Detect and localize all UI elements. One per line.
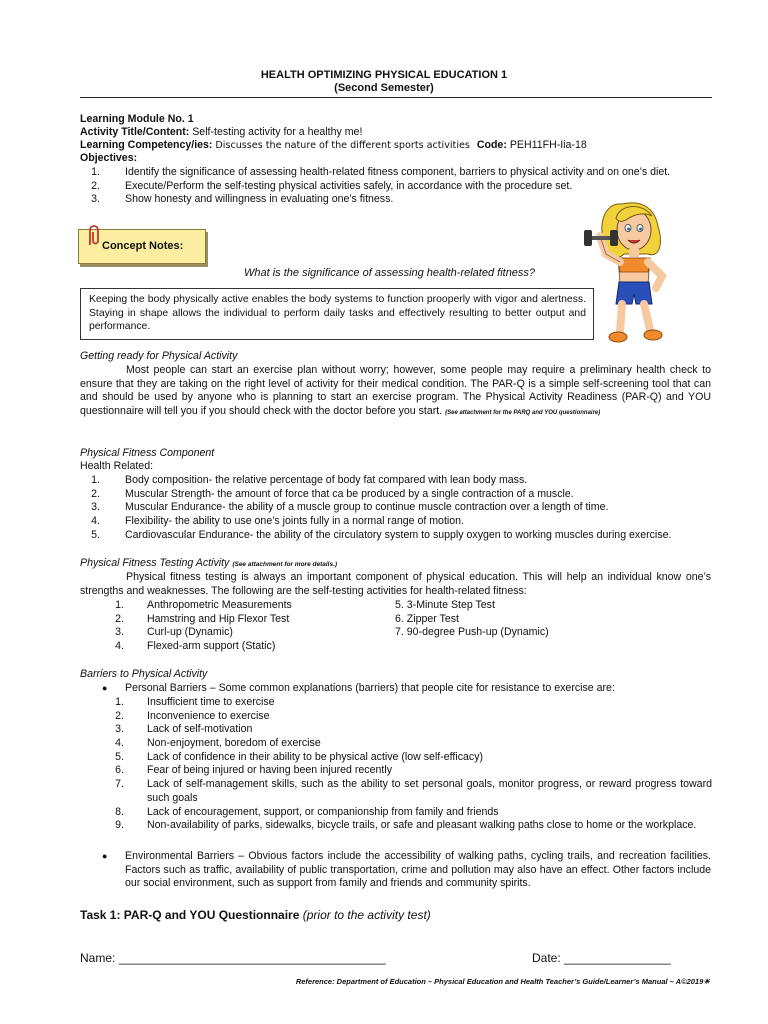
- name-field[interactable]: [80, 951, 386, 965]
- name-label: Name:: [80, 951, 116, 965]
- health-related-label: Health Related:: [80, 460, 154, 472]
- testing-left-list: [104, 599, 384, 654]
- list-item: 5. 3-Minute Step Test: [395, 599, 495, 611]
- barriers-heading: Barriers to Physical Activity: [80, 668, 208, 680]
- code-label: Code:: [476, 139, 507, 151]
- competency-line: [80, 139, 587, 153]
- name-blank[interactable]: ________________________________________: [118, 951, 386, 965]
- list-item: 3. Muscular Endurance- the ability of a muscle group to continue muscle contraction over a length of time.: [91, 501, 609, 514]
- competency-label: Learning Competency/ies:: [80, 139, 213, 151]
- list-item: 5. Lack of confidence in their ability to be physical active (low self-efficacy): [115, 750, 484, 763]
- list-item: 2. Hamstring and Hip Flexor Test: [115, 612, 290, 625]
- list-item: 6. Fear of being injured or having been injured recently: [115, 764, 392, 777]
- parq-note: (See attachment for the PARQ and YOU questionnaire): [445, 410, 601, 417]
- list-item: 3. Lack of self-motivation: [115, 723, 253, 736]
- list-item: 4. Flexibility- the ability to use one’s joints fully in a normal range of motion.: [91, 515, 464, 528]
- reference-footer: Reference: Department of Education – Physical Education and Health Teacher’s Guide/Learner’s Manual – A©2019☀: [295, 977, 710, 986]
- bullet-icon: ●: [102, 683, 108, 693]
- list-item: 3. Curl-up (Dynamic): [115, 626, 233, 639]
- objectives-label: Objectives:: [80, 152, 138, 164]
- concept-box-text: Keeping the body physically active enables the body systems to function prooperly with vigor and alertness. Staying in shape allows the individual to perform daily tasks and effectively resulting to better output and performance.: [89, 294, 586, 333]
- activity-label: Activity Title/Content:: [80, 126, 190, 138]
- list-item: 4. Flexed-arm support (Static): [115, 640, 276, 653]
- list-item: 7. Lack of self-management skills, such as the ability to set personal goals, monitor progress, or reward progress toward such goals: [115, 778, 712, 804]
- task-qualifier: (prior to the activity test): [302, 908, 431, 922]
- code-value: PEH11FH-Iia-18: [509, 139, 587, 151]
- task-title: Task 1: PAR-Q and YOU Questionnaire: [80, 908, 300, 922]
- concept-question: What is the significance of assessing health-related fitness?: [244, 267, 536, 279]
- list-item: 5. Cardiovascular Endurance- the ability of the circulatory system to supply oxygen to working muscles during exercise.: [91, 528, 672, 541]
- paperclip-icon: [84, 225, 102, 247]
- list-item: 1. Identify the significance of assessing health-related fitness component, barriers to physical activity and on one’s diet.: [91, 166, 671, 178]
- fitness-component-list: [80, 474, 720, 542]
- fitness-testing-note: (See attachment for more details.): [232, 561, 338, 568]
- testing-right-list: [395, 599, 655, 640]
- list-item: 9. Non-availability of parks, sidewalks, bicycle trails, or safe and pleasant walking paths close to home or the workplace.: [115, 819, 697, 832]
- bullet-icon: ●: [102, 851, 108, 861]
- list-item: 8. Lack of encouragement, support, or companionship from family and friends: [115, 805, 499, 818]
- list-item: 1. Insufficient time to exercise: [115, 696, 275, 708]
- getting-ready-paragraph: Most people can start an exercise plan without worry; however, some people may require a preliminary health check to ensure that they are taking on the right level of activity for their medical condition. The PAR-Q is a simple self-screening tool that can and should be used by anyone who is planning to start an exercise program. The Physical Activity Readiness (PAR-Q) and YOU questionnaire will tell you if you should check with the doctor before you start. (See attachment for the PARQ and YOU questionnaire): [80, 364, 711, 418]
- date-field[interactable]: [532, 951, 671, 965]
- concept-notes-label: Concept Notes:: [102, 240, 184, 252]
- module-number: Learning Module No. 1: [80, 113, 194, 125]
- fitness-component-heading: Physical Fitness Component: [80, 447, 215, 459]
- getting-ready-heading: Getting ready for Physical Activity: [80, 350, 238, 362]
- activity-line: [80, 126, 362, 140]
- personal-barriers-list: [104, 696, 712, 847]
- list-item: 7. 90-degree Push-up (Dynamic): [395, 626, 549, 639]
- environmental-barriers: Environmental Barriers – Obvious factors include the accessibility of walking paths, cycling trails, and recreation facilities. Factors such as traffic, availability of public transportation, crime and pollution may also have an effect. Other factors include our social environment, such as support from family and friends and community spirits.: [125, 850, 711, 890]
- list-item: 2. Execute/Perform the self-testing physical activities safely, in accordance with the procedure set.: [91, 179, 573, 192]
- document-subtitle: (Second Semester): [334, 82, 434, 94]
- fitness-testing-paragraph: Physical fitness testing is always an important component of physical education. This will help an individual know one’s strengths and weaknesses. The following are the self-testing activities for health-related fitness:: [80, 571, 711, 597]
- list-item: 2. Inconvenience to exercise: [115, 709, 270, 722]
- task-title-line: [80, 908, 431, 922]
- exercising-woman-illustration: [580, 196, 690, 346]
- date-blank[interactable]: ________________: [564, 951, 671, 965]
- list-item: 6. Zipper Test: [395, 612, 459, 625]
- personal-barriers-intro: Personal Barriers – Some common explanations (barriers) that people cite for resistance to exercise are:: [125, 682, 615, 694]
- list-item: 1. Anthropometric Measurements: [115, 599, 292, 611]
- document-title: HEALTH OPTIMIZING PHYSICAL EDUCATION 1: [260, 69, 508, 81]
- fitness-testing-heading: Physical Fitness Testing Activity (See attachment for more details.): [80, 557, 338, 569]
- date-label: Date:: [532, 951, 561, 965]
- competency-value: Discusses the nature of the different sports activities: [215, 140, 470, 151]
- list-item: 2. Muscular Strength- the amount of force that ca be produced by a single contraction of a muscle.: [91, 487, 574, 500]
- list-item: 1. Body composition- the relative percentage of body fat compared with lean body mass.: [91, 474, 528, 486]
- list-item: 3. Show honesty and willingness in evaluating one’s fitness.: [91, 193, 394, 206]
- activity-value: Self-testing activity for a healthy me!: [192, 126, 363, 138]
- list-item: 4. Non-enjoyment, boredom of exercise: [115, 737, 321, 750]
- header-rule: [80, 97, 712, 98]
